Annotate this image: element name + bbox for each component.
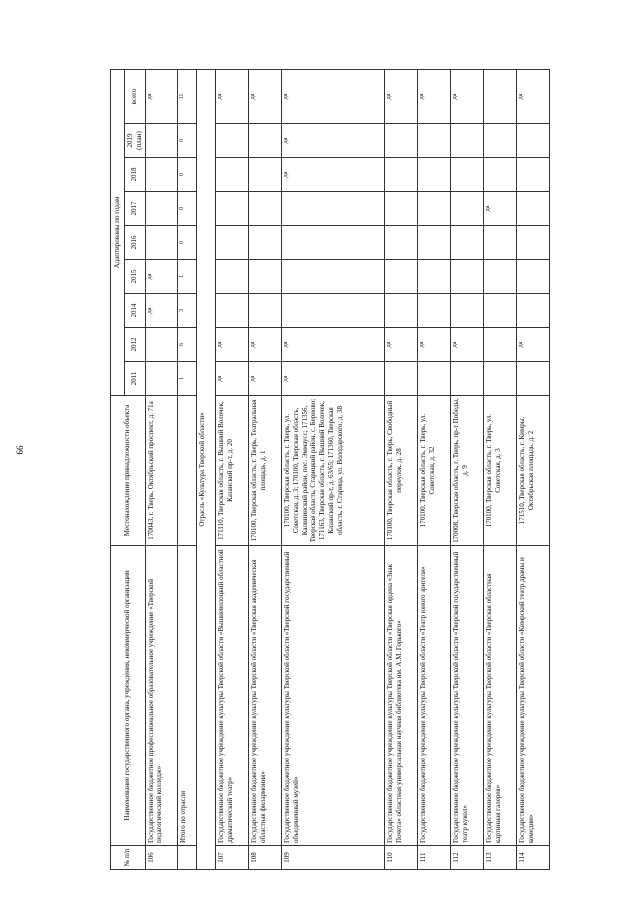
year-cell bbox=[249, 158, 282, 192]
year-cell: да bbox=[145, 294, 178, 328]
organization-address: 170043, г. Тверь, Октябрьский проспект, д. 71а bbox=[145, 396, 178, 546]
organization-name: Государственное бюджетное профессиональное образовательное учреждение «Тверской педагогический колледж» bbox=[145, 546, 178, 846]
year-cell: да bbox=[216, 328, 249, 362]
year-cell bbox=[249, 124, 282, 158]
year-cell bbox=[517, 124, 550, 158]
year-cell: да bbox=[249, 328, 282, 362]
year-cell: 3 bbox=[178, 294, 197, 328]
year-cell bbox=[418, 226, 451, 260]
year-cell: да bbox=[282, 124, 385, 158]
organization-address: 171110, Тверская область, г. Вышний Волочек, Казанский пр-т, д. 20 bbox=[216, 396, 249, 546]
year-cell: да bbox=[385, 328, 418, 362]
year-cell bbox=[484, 294, 517, 328]
year-cell bbox=[451, 260, 484, 294]
table-row bbox=[418, 69, 451, 869]
year-cell bbox=[385, 226, 418, 260]
header-total: всего bbox=[125, 69, 146, 123]
year-cell bbox=[484, 124, 517, 158]
year-cell: да bbox=[282, 328, 385, 362]
table-row bbox=[451, 69, 484, 869]
header-year: 2014 bbox=[125, 294, 146, 328]
year-cell bbox=[517, 158, 550, 192]
year-cell bbox=[145, 192, 178, 226]
year-cell bbox=[517, 260, 550, 294]
year-cell bbox=[216, 226, 249, 260]
year-cell bbox=[451, 226, 484, 260]
year-cell bbox=[418, 192, 451, 226]
organization-address: 170100, Тверская область, г. Тверь, Свободный переулок, д. 28 bbox=[385, 396, 418, 546]
year-cell bbox=[249, 192, 282, 226]
year-cell: да bbox=[282, 362, 385, 396]
year-cell: 1 bbox=[178, 260, 197, 294]
year-cell bbox=[145, 158, 178, 192]
year-cell bbox=[249, 294, 282, 328]
year-cell bbox=[385, 362, 418, 396]
year-cell bbox=[451, 124, 484, 158]
year-cell bbox=[385, 158, 418, 192]
year-cell bbox=[418, 294, 451, 328]
organization-address: 170100, Тверская область, г. Тверь, Театральная площадь, д. 1 bbox=[249, 396, 282, 546]
organization-address: 170100, Тверская область, г. Тверь, ул. Советская, д. 32 bbox=[418, 396, 451, 546]
organization-name: Государственное бюджетное учреждение культуры Тверской области «Театр юного зрителя» bbox=[418, 546, 451, 846]
year-cell: 0 bbox=[178, 192, 197, 226]
header-no: № п/п bbox=[111, 846, 146, 870]
year-cell bbox=[517, 294, 550, 328]
year-cell bbox=[418, 260, 451, 294]
year-cell: да bbox=[418, 328, 451, 362]
total-cell: да bbox=[418, 69, 451, 123]
year-cell bbox=[216, 192, 249, 226]
header-year: 2012 bbox=[125, 328, 146, 362]
year-cell bbox=[418, 362, 451, 396]
organization-address: 170100, Тверская область, г. Тверь, ул. Советская, д. 3 bbox=[484, 396, 517, 546]
table-row bbox=[484, 69, 517, 869]
year-cell bbox=[145, 328, 178, 362]
organization-name: Государственное бюджетное учреждение культуры Тверской области «Кимрский театр драмы и комедии» bbox=[517, 546, 550, 846]
year-cell: 1 bbox=[178, 362, 197, 396]
organization-address: 170008, Тверская область, г. Тверь, пр-т Победы, д. 9 bbox=[451, 396, 484, 546]
organization-name: Государственное бюджетное учреждение культуры Тверской области «Вышневолоцкий областной драматический театр» bbox=[216, 546, 249, 846]
year-cell bbox=[145, 362, 178, 396]
total-cell: да bbox=[249, 69, 282, 123]
header-year: 2016 bbox=[125, 226, 146, 260]
organization-address: 171510, Тверская область, г. Кимры, Октябрьская площадь, д. 2 bbox=[517, 396, 550, 546]
table-body bbox=[145, 69, 550, 869]
total-cell: да bbox=[517, 69, 550, 123]
row-number bbox=[178, 846, 197, 870]
total-cell: да bbox=[216, 69, 249, 123]
table-row bbox=[145, 69, 178, 869]
year-cell bbox=[484, 260, 517, 294]
header-year: 2017 bbox=[125, 192, 146, 226]
year-cell bbox=[282, 226, 385, 260]
year-cell: да bbox=[249, 362, 282, 396]
table-row bbox=[517, 69, 550, 869]
year-cell bbox=[451, 192, 484, 226]
row-number: 111 bbox=[418, 846, 451, 870]
year-cell bbox=[484, 226, 517, 260]
year-cell bbox=[484, 158, 517, 192]
organization-name: Государственное бюджетное учреждение культуры Тверской области «Тверская ордена «Знак Почета» областная универсальная научная библиотека им. А.М. Горького» bbox=[385, 546, 418, 846]
year-cell bbox=[385, 294, 418, 328]
page-number: 66 bbox=[15, 445, 25, 455]
year-cell: 0 bbox=[178, 226, 197, 260]
year-cell bbox=[418, 158, 451, 192]
year-cell bbox=[418, 124, 451, 158]
header-year: 2015 bbox=[125, 260, 146, 294]
header-year: 2011 bbox=[125, 362, 146, 396]
year-cell bbox=[517, 362, 550, 396]
row-number: 110 bbox=[385, 846, 418, 870]
header-years-group: Адаптированы по годам bbox=[111, 69, 125, 395]
year-cell bbox=[385, 192, 418, 226]
year-cell: да bbox=[145, 260, 178, 294]
total-cell bbox=[484, 69, 517, 123]
year-cell bbox=[282, 192, 385, 226]
year-cell bbox=[216, 260, 249, 294]
year-cell bbox=[385, 260, 418, 294]
organization-name: Государственное бюджетное учреждение культуры Тверской области «Тверская академическая областная филармония» bbox=[249, 546, 282, 846]
table-row bbox=[282, 69, 385, 869]
rotated-table-wrapper bbox=[110, 70, 550, 870]
total-cell: да bbox=[451, 69, 484, 123]
table-row bbox=[216, 69, 249, 869]
year-cell: да bbox=[216, 362, 249, 396]
year-cell: да bbox=[484, 192, 517, 226]
header-address: Местонахождение принадлежности объекта bbox=[111, 396, 146, 546]
year-cell bbox=[145, 226, 178, 260]
organization-name: Государственное бюджетное учреждение культуры Тверской области «Тверской государственный театр кукол» bbox=[451, 546, 484, 846]
year-cell bbox=[517, 226, 550, 260]
table-row bbox=[249, 69, 282, 869]
total-cell: да bbox=[385, 69, 418, 123]
organization-name: Государственное бюджетное учреждение культуры Тверской области «Тверской государственный объединенный музей» bbox=[282, 546, 385, 846]
year-cell bbox=[484, 328, 517, 362]
total-cell: 11 bbox=[178, 69, 197, 123]
row-number: 113 bbox=[484, 846, 517, 870]
year-cell: да bbox=[282, 158, 385, 192]
table-row bbox=[178, 69, 197, 869]
header-name: Наименование государственного органа, учреждения, некоммерческой организации bbox=[111, 546, 146, 846]
year-cell bbox=[451, 294, 484, 328]
total-cell: да bbox=[282, 69, 385, 123]
table-row bbox=[385, 69, 418, 869]
row-number: 112 bbox=[451, 846, 484, 870]
year-cell bbox=[282, 294, 385, 328]
total-cell: да bbox=[145, 69, 178, 123]
year-cell bbox=[385, 124, 418, 158]
row-number: 109 bbox=[282, 846, 385, 870]
section-title: Отрасль «Культура Тверской области» bbox=[197, 69, 216, 869]
row-number: 108 bbox=[249, 846, 282, 870]
section-row bbox=[197, 69, 216, 869]
year-cell bbox=[517, 192, 550, 226]
year-cell bbox=[484, 362, 517, 396]
year-cell: 0 bbox=[178, 124, 197, 158]
organization-name: Итого по отрасли bbox=[178, 546, 197, 846]
year-cell bbox=[249, 226, 282, 260]
year-cell: 0 bbox=[178, 158, 197, 192]
year-cell bbox=[451, 158, 484, 192]
year-cell bbox=[216, 124, 249, 158]
header-year: 2018 bbox=[125, 158, 146, 192]
row-number: 106 bbox=[145, 846, 178, 870]
year-cell: да bbox=[517, 328, 550, 362]
year-cell bbox=[451, 362, 484, 396]
year-cell bbox=[249, 260, 282, 294]
organization-address bbox=[178, 396, 197, 546]
year-cell: да bbox=[451, 328, 484, 362]
organization-address: 170100, Тверская область, г. Тверь, ул. Советская, д. 3; 170100, Тверская область, Калининский район, пос. Эммаусс; 171356, Тверская область, Старицкий район, с. Берново; 171163, Тверская область, г. Вышний Волочек, Казанский пр-т, д. 63/65; 171360, Тверская область, г. Старица, ул. Володарского, д. 38 bbox=[282, 396, 385, 546]
year-cell bbox=[216, 294, 249, 328]
year-cell: 6 bbox=[178, 328, 197, 362]
year-cell bbox=[282, 260, 385, 294]
header-year: 2019 (план) bbox=[125, 124, 146, 158]
row-number: 114 bbox=[517, 846, 550, 870]
year-cell bbox=[216, 158, 249, 192]
register-table bbox=[110, 69, 550, 870]
row-number: 107 bbox=[216, 846, 249, 870]
organization-name: Государственное бюджетное учреждение культуры Тверской области «Тверская областная картинная галерея» bbox=[484, 546, 517, 846]
year-cell bbox=[145, 124, 178, 158]
